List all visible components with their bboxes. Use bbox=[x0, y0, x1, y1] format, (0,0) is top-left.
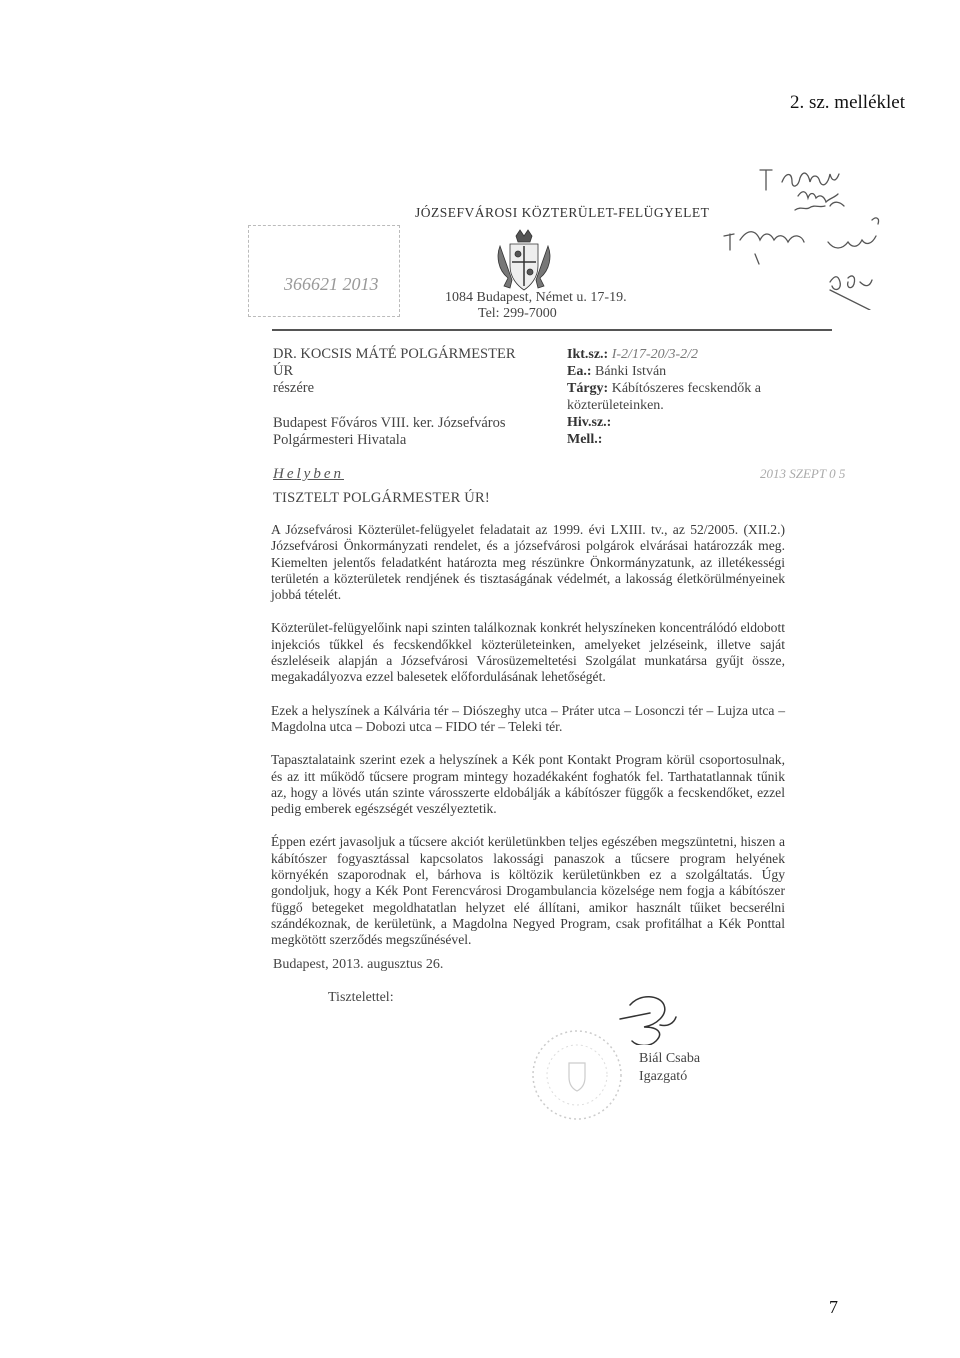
stamp-number: 366621 2013 bbox=[284, 274, 379, 294]
subject-label: Tárgy: bbox=[567, 381, 609, 396]
delivery-note: Helyben bbox=[273, 466, 344, 482]
addressee-block bbox=[273, 346, 516, 449]
org-phone: Tel: 299-7000 bbox=[478, 306, 557, 321]
org-address: 1084 Budapest, Német u. 17-19. bbox=[445, 290, 627, 305]
ea-value: Bánki István bbox=[595, 364, 667, 379]
body-paragraph: Ezek a helyszínek a Kálvária tér – Diószeghy utca – Práter utca – Losonczi tér – Lujza utca – Magdolna utca – Dobozi utca – FIDO tér – Teleki tér. bbox=[271, 702, 785, 734]
letter-body bbox=[271, 522, 785, 966]
body-paragraph: A Józsefvárosi Közterület-felügyelet feladatait az 1999. évi LXIII. tv., az 52/2005. (XII.2.) Józsefvárosi Önkormányzati rendelet, és a józsefvárosi polgárok elvárásai határozzák meg. Kiemelten jelentős feladatként határozta meg részünkre Önkormányzatunk, az illetékességi területén a közterületek rendjének és tisztaságának védelmét, a lakosság életkörülményeinek jobbá tételét. bbox=[271, 522, 785, 603]
signer-block bbox=[639, 1050, 700, 1086]
addressee-office-line1: Budapest Főváros VIII. ker. Józsefváros bbox=[273, 415, 506, 431]
handwritten-annotation bbox=[700, 150, 900, 310]
signer-name: Biál Csaba bbox=[639, 1051, 701, 1066]
closing-greeting: Tisztelettel: bbox=[328, 990, 394, 1005]
registration-stamp bbox=[248, 225, 400, 317]
iktsz-label: Ikt.sz.: bbox=[567, 347, 609, 362]
coat-of-arms-icon bbox=[494, 228, 554, 294]
addressee-name: DR. KOCSIS MÁTÉ POLGÁRMESTER bbox=[273, 346, 516, 362]
body-paragraph: Éppen ezért javasoljuk a tűcsere akciót kerületünkben teljes egészében megszüntetni, hiszen a kábítószer fogyasztással kapcsolatos lakossági panaszok a tűcsere program helyének környékén szaporodnak el, bárhova is költözik kerületünkben ez a szolgáltatás. Úgy gondoljuk, hogy a Kék Pont Ferencvárosi Drogambulancia közelsége nem fogja a kábítószer függő betegeket megoldhatatlan helyzet elé állítani, amikor használt tűiket becserélni szándékoznak, de kerületünk, a Magdolna Negyed Program, csak profitálhat a Kék Ponttal megkötött szerződés megszűnésével. bbox=[271, 834, 785, 948]
place-date: Budapest, 2013. augusztus 26. bbox=[273, 957, 444, 972]
body-paragraph: Tapasztalataink szerint ezek a helyszínek a Kék pont Kontakt Program körül csoportosulnak, és az itt működő tűcsere program mintegy hozadékaként foghatók fel. Tarthatatlannak tűnik az, hogy a lövés után szinte városszerte eldobálják a kábítószer függők a fecskendőket, ezzel pedig emberek egészségét veszélyeztetik. bbox=[271, 752, 785, 817]
organization-name: JÓZSEFVÁROSI KÖZTERÜLET-FELÜGYELET bbox=[415, 205, 710, 220]
received-date-stamp: 2013 SZEPT 0 5 bbox=[760, 466, 846, 481]
annex-label: 2. sz. melléklet bbox=[789, 92, 905, 113]
signer-title: Igazgató bbox=[639, 1069, 688, 1084]
subject-value: Kábítószeres fecskendők a közterületeinken. bbox=[567, 381, 761, 413]
mell-label: Mell.: bbox=[567, 432, 603, 447]
addressee-office-line2: Polgármesteri Hivatala bbox=[273, 432, 407, 448]
letterhead-divider bbox=[272, 329, 832, 331]
reference-block bbox=[567, 346, 797, 448]
iktsz-value: I-2/17-20/3-2/2 bbox=[611, 347, 699, 362]
salutation: TISZTELT POLGÁRMESTER ÚR! bbox=[273, 490, 490, 506]
hivsz-label: Hiv.sz.: bbox=[567, 415, 612, 430]
addressee-title: ÚR bbox=[273, 363, 294, 379]
body-paragraph: Közterület-felügyelőink napi szinten találkoznak konkrét helyszíneken koncentrálódó eldobott injekciós tűkkel és fecskendőkkel közterületeinken, amelyeket jelzéseink, illetve saját észleléseik alapján a Józsefvárosi Városüzemeltetési Szolgálat munkatársa gyűjt össze, megakadályozva ezzel balesetek előfordulásának lehetőségét. bbox=[271, 620, 785, 685]
addressee-for: részére bbox=[273, 380, 315, 396]
ea-label: Ea.: bbox=[567, 364, 592, 379]
page-number: 7 bbox=[829, 1297, 838, 1317]
official-seal bbox=[527, 1025, 627, 1125]
